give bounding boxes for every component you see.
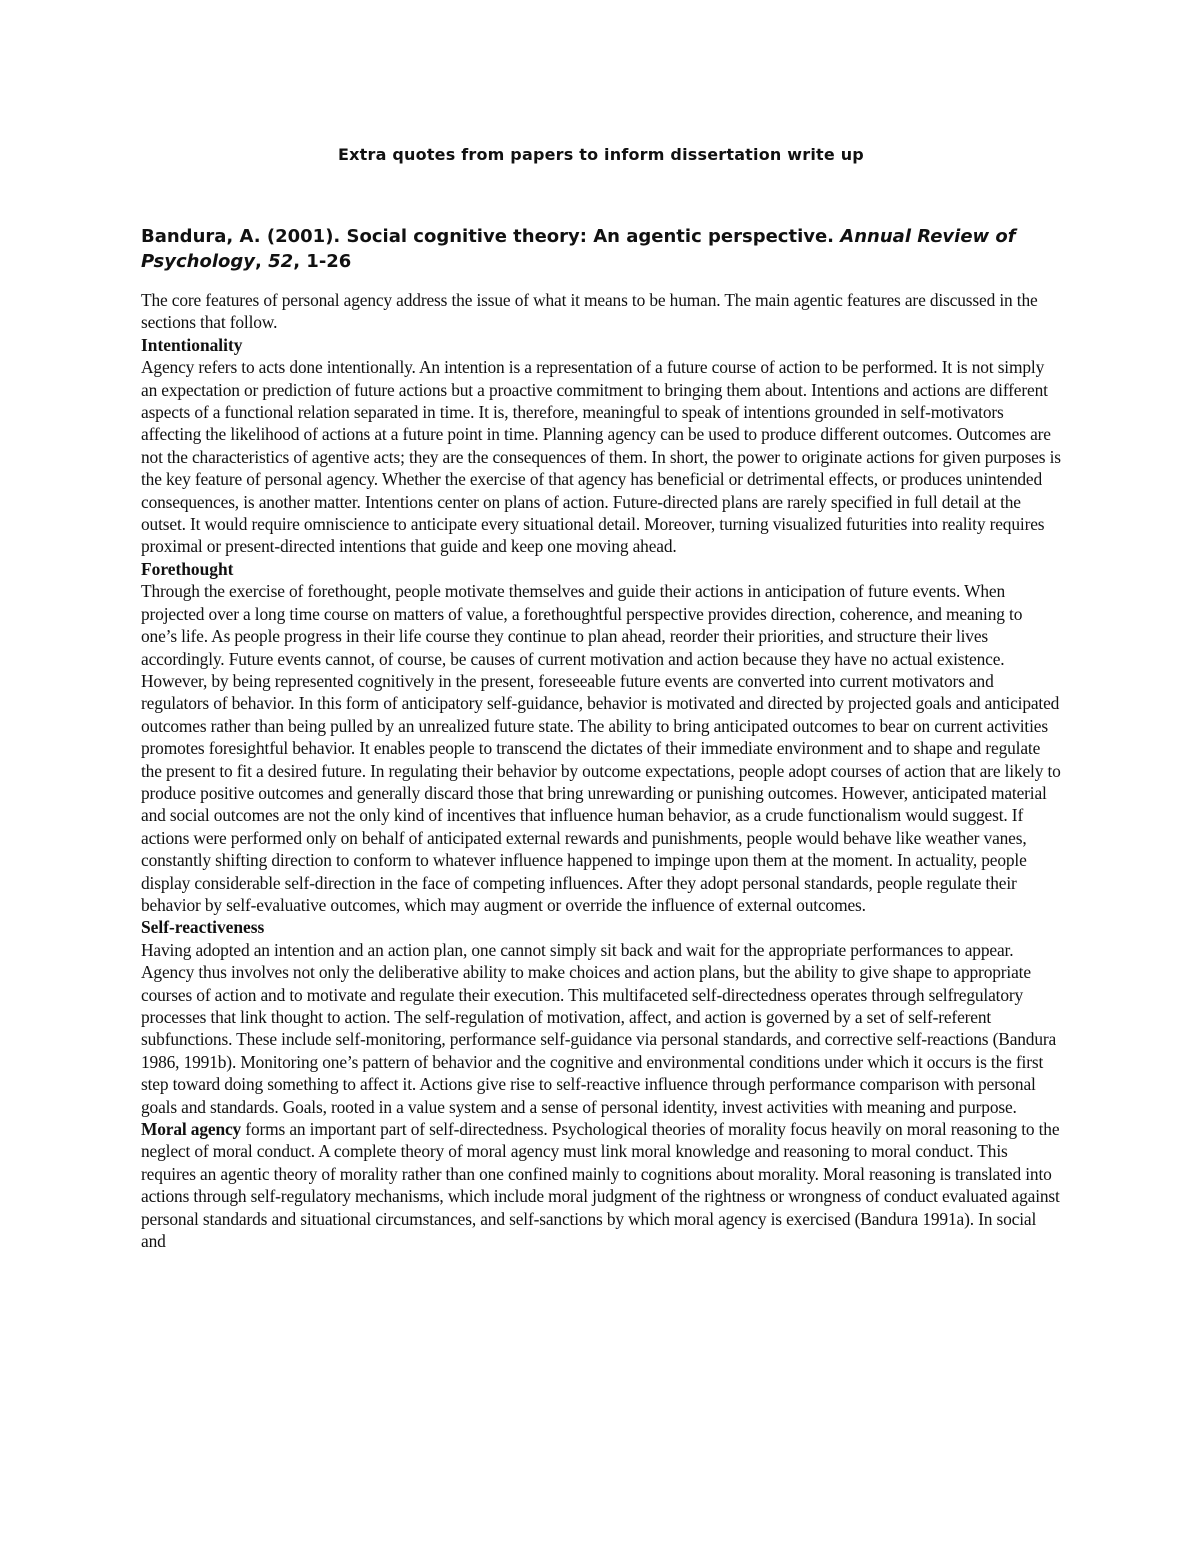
section-text-self-reactiveness: Having adopted an intention and an action plan, one cannot simply sit back and wait for the appropriate performances to appear. Agency thus involves not only the deliberative ability to make choices and action plans, but the ability to give shape to appropriate courses of action and to motivate and regulate their execution. This multifaceted self-directedness operates through selfregulatory processes that link thought to action. The self-regulation of motivation, affect, and action is governed by a set of self-referent subfunctions. These include self-monitoring, performance self-guidance via personal standards, and corrective self-reactions (Bandura 1986, 1991b). Monitoring one’s pattern of behavior and the cognitive and environmental conditions under which it occurs is the first step toward doing something to affect it. Actions give rise to self-reactive influence through performance comparison with personal goals and standards. Goals, rooted in a value system and a sense of personal identity, invest activities with meaning and purpose.: [141, 939, 1057, 1117]
section-text-intentionality: Agency refers to acts done intentionally. An intention is a representation of a future course of action to be performed. It is not simply an expectation or prediction of future actions but a proactive commitment to bringing them about. Intentions and actions are different aspects of a functional relation separated in time. It is, therefore, meaningful to speak of intentions grounded in self-motivators affecting the likelihood of actions at a future point in time. Planning agency can be used to produce different outcomes. Outcomes are not the characteristics of agentive acts; they are the consequences of them. In short, the power to originate actions for given purposes is the key feature of personal agency. Whether the exercise of that agency has beneficial or detrimental effects, or produces unintended consequences, is another matter. Intentions center on plans of action. Future-directed plans are rarely specified in full detail at the outset. It would require omniscience to anticipate every situational detail. Moreover, turning visualized futurities into reality requires proximal or present-directed intentions that guide and keep one moving ahead.: [141, 357, 1061, 557]
section-text-forethought: Through the exercise of forethought, people motivate themselves and guide their actions in anticipation of future events. When projected over a long time course on matters of value, a forethoughtful perspective provides direction, coherence, and meaning to one’s life. As people progress in their life course they continue to plan ahead, reorder their priorities, and structure their lives accordingly. Future events cannot, of course, be causes of current motivation and action because they have no actual existence. However, by being represented cognitively in the present, foreseeable future events are converted into current motivators and regulators of behavior. In this form of anticipatory self-guidance, behavior is motivated and directed by projected goals and anticipated outcomes rather than being pulled by an unrealized future state. The ability to bring anticipated outcomes to bear on current activities promotes foresightful behavior. It enables people to transcend the dictates of their immediate environment and to shape and regulate the present to fit a desired future. In regulating their behavior by outcome expectations, people adopt courses of action that are likely to produce positive outcomes and generally discard those that bring unrewarding or punishing outcomes. However, anticipated material and social outcomes are not the only kind of incentives that influence human behavior, as a crude functionalism would suggest. If actions were performed only on behalf of anticipated external rewards and punishments, people would behave like weather vanes, constantly shifting direction to conform to whatever influence happened to impinge upon them at the moment. In actuality, people display considerable self-direction in the face of competing influences. After they adopt personal standards, people regulate their behavior by self-evaluative outcomes, which may augment or override the influence of external outcomes.: [141, 581, 1061, 915]
reference-citation: [141, 224, 1061, 274]
document-body: [141, 145, 1061, 1252]
citation-journal: Annual Review of Psychology: [141, 226, 1016, 272]
section-heading-self-reactiveness: Self-reactiveness: [141, 917, 265, 938]
moral-agency-text: forms an important part of self-directedness. Psychological theories of morality focus heavily on moral reasoning to the neglect of moral conduct. A complete theory of moral agency must link moral knowledge and reasoning to moral conduct. This requires an agentic theory of morality rather than one confined mainly to cognitions about morality. Moral reasoning is translated into actions through self-regulatory mechanisms, which include moral judgment of the rightness or wrongness of conduct evaluated against personal standards and situational circumstances, and self-sanctions by which moral agency is exercised (Bandura 1991a). In social and: [141, 1119, 1060, 1252]
document-title: Extra quotes from papers to inform dissertation write up: [338, 145, 864, 164]
citation-pages: , 1-26: [293, 251, 352, 272]
moral-agency-lead: Moral agency: [141, 1119, 242, 1140]
intro-paragraph: The core features of personal agency address the issue of what it means to be human. The main agentic features are discussed in the sections that follow.: [141, 290, 1038, 333]
citation-authors-title: Bandura, A. (2001). Social cognitive theory: An agentic perspective.: [141, 226, 841, 247]
moral-agency-paragraph: [141, 1118, 1061, 1252]
section-heading-intentionality: Intentionality: [141, 334, 243, 355]
section-heading-forethought: Forethought: [141, 558, 234, 579]
citation-separator: ,: [255, 251, 269, 272]
citation-volume: 52: [268, 251, 294, 272]
